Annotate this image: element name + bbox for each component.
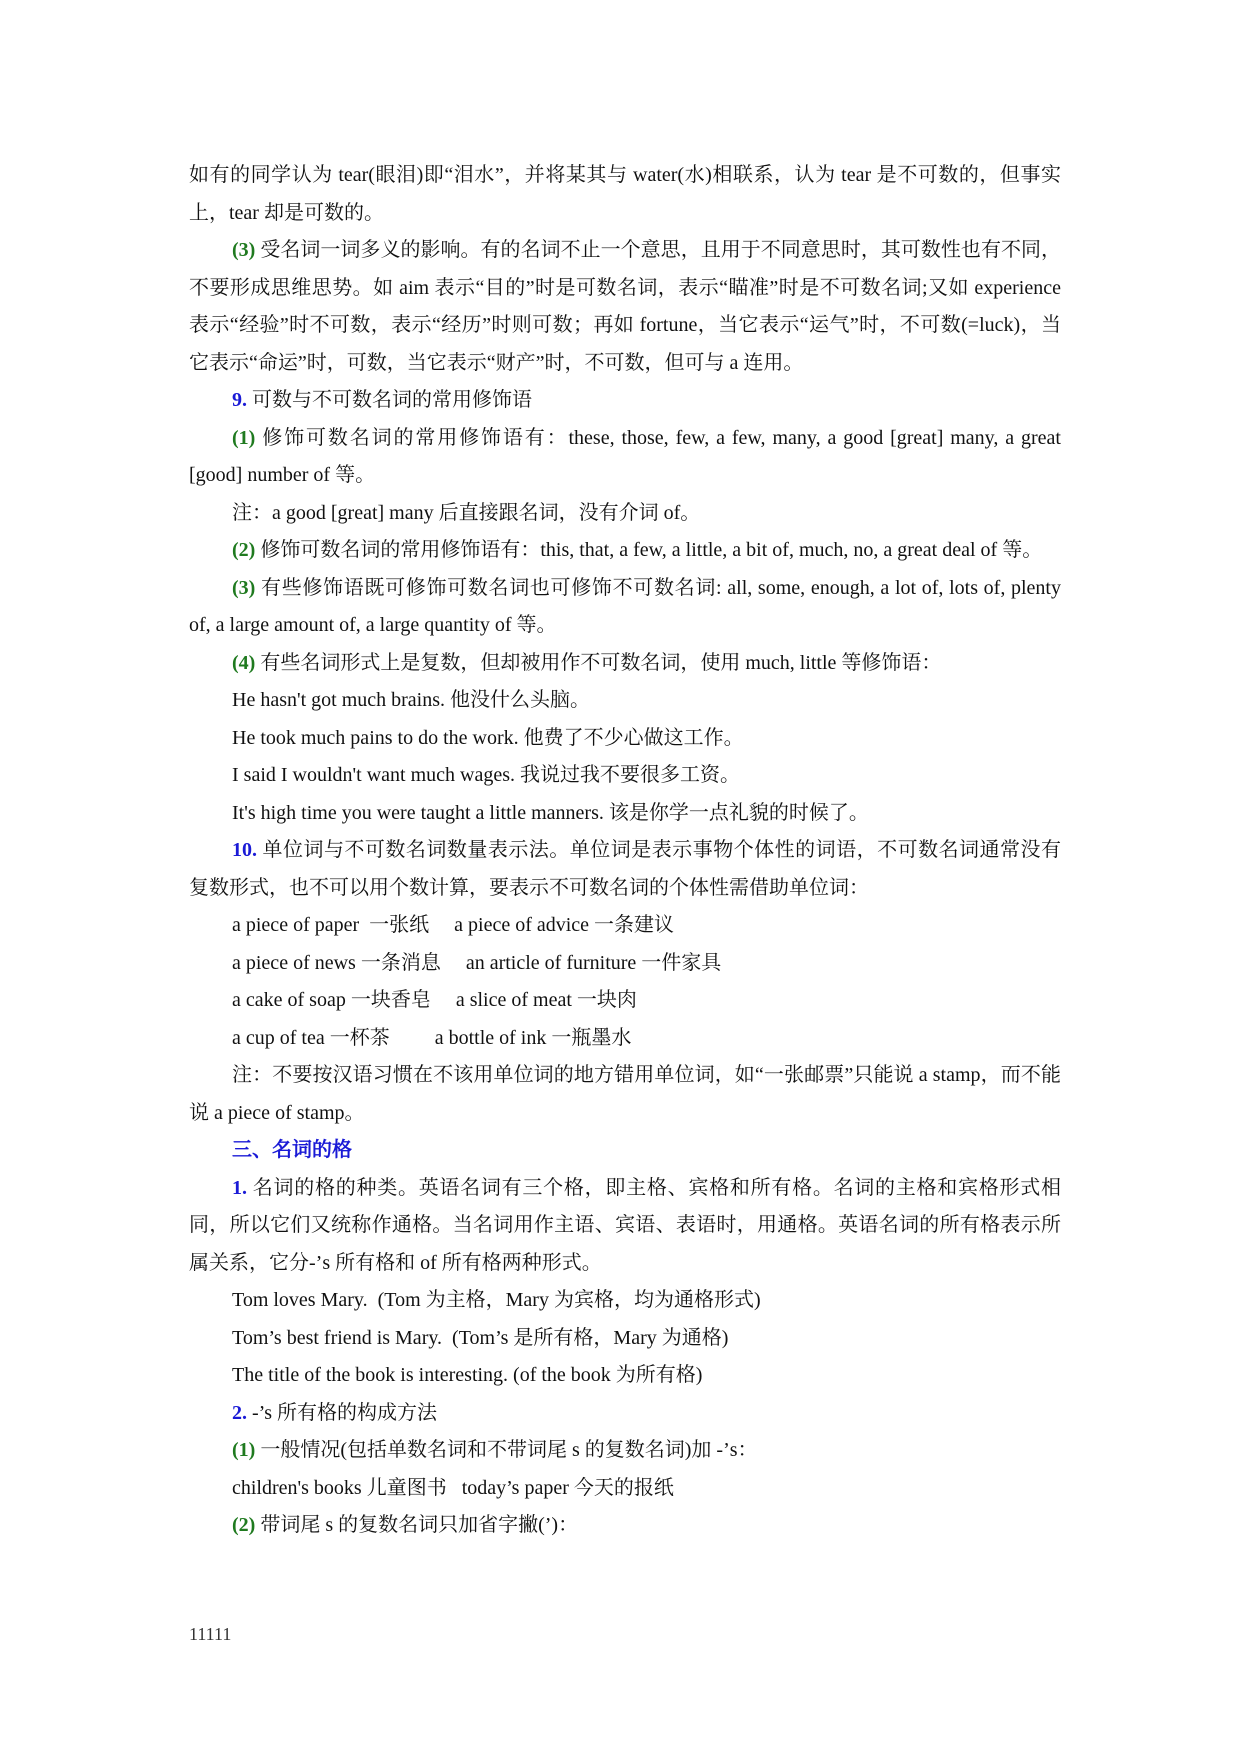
- case-example: Tom’s best friend is Mary. (Tom’s 是所有格，Mary 为通格): [232, 1326, 729, 1349]
- note-good-many: 注：a good [great] many 后直接跟名词，没有介词 of。: [232, 501, 701, 524]
- case-example: The title of the book is interesting. (of the book 为所有格): [232, 1364, 703, 1386]
- section-number: 10.: [232, 839, 257, 861]
- paragraph-both-modifiers: [189, 570, 1061, 645]
- item-number: (3): [232, 576, 256, 599]
- item-number: (2): [232, 539, 256, 561]
- example-sentence: He took much pains to do the work. 他费了不少心做这工作。: [232, 726, 744, 749]
- paragraph-countable-modifiers: [189, 420, 1061, 495]
- item-number: (4): [232, 651, 256, 674]
- paragraph-text: 单位词与不可数名词数量表示法。单位词是表示事物个体性的词语，不可数名词通常没有复数形式，也不可以用个数计算，要表示不可数名词的个体性需借助单位词：: [189, 839, 1061, 899]
- paragraph-text: 有些名词形式上是复数，但却被用作不可数名词，使用 much, little 等修饰语：: [255, 651, 942, 674]
- paragraph-plural-uncountable: [189, 645, 1061, 683]
- unit-word-example: a piece of news 一条消息 an article of furniture 一件家具: [232, 951, 722, 974]
- section-9-title: [189, 382, 1061, 420]
- paragraph-text: 名词的格的种类。英语名词有三个格，即主格、宾格和所有格。名词的主格和宾格形式相同，所以它们又统称作通格。当名词用作主语、宾语、表语时，用通格。英语名词的所有格表示所属关系，它分-’s 所有格和 of 所有格两种形式。: [189, 1176, 1061, 1274]
- section-10-paragraph: [189, 832, 1061, 907]
- section-number: 1.: [232, 1176, 247, 1199]
- unit-word-example: a cup of tea 一杯茶 a bottle of ink 一瓶墨水: [232, 1026, 632, 1049]
- paragraph-uncountable-modifiers: [189, 532, 1061, 570]
- section-title-text: -’s 所有格的构成方法: [247, 1401, 437, 1424]
- section-number: 9.: [232, 389, 247, 411]
- unit-word-example: a piece of paper 一张纸 a piece of advice 一条建议: [232, 914, 675, 936]
- paragraph-case-types: [189, 1170, 1061, 1283]
- item-number: (2): [232, 1514, 256, 1536]
- example-sentence: I said I wouldn't want much wages. 我说过我不要很多工资。: [232, 764, 740, 786]
- paragraph-text: 一般情况(包括单数名词和不带词尾 s 的复数名词)加 -’s：: [255, 1439, 758, 1461]
- chapter-heading: 三、名词的格: [232, 1139, 352, 1161]
- section-title-text: 可数与不可数名词的常用修饰语: [247, 389, 532, 411]
- paragraph-possessive-plural: [189, 1507, 1061, 1545]
- section-2-title: [189, 1395, 1061, 1433]
- paragraph-possessive-general: [189, 1432, 1061, 1470]
- item-number: (1): [232, 426, 256, 449]
- paragraph-text: 有些修饰语既可修饰可数名词也可修饰不可数名词: all, some, enough, a lot of, lots of, plenty of, a large amount of, a large quantity of 等。: [189, 576, 1061, 636]
- section-number: 2.: [232, 1401, 247, 1424]
- unit-word-example: a cake of soap 一块香皂 a slice of meat 一块肉: [232, 989, 637, 1011]
- possessive-example: children's books 儿童图书 today’s paper 今天的报纸: [232, 1476, 674, 1499]
- paragraph-text: 修饰可数名词的常用修饰语有：these, those, few, a few, many, a good [great] many, a great [good] number of 等。: [189, 426, 1061, 486]
- page-footer-number: 11111: [189, 1624, 232, 1644]
- item-number: (3): [232, 239, 256, 261]
- paragraph-tear: 如有的同学认为 tear(眼泪)即“泪水”，并将某其与 water(水)相联系，认为 tear 是不可数的，但事实上，tear 却是可数的。: [189, 164, 1061, 224]
- example-sentence: It's high time you were taught a little manners. 该是你学一点礼貌的时候了。: [232, 801, 869, 824]
- item-number: (1): [232, 1439, 256, 1461]
- paragraph-text: 修饰可数名词的常用修饰语有：this, that, a few, a little, a bit of, much, no, a great deal of 等。: [255, 539, 1043, 561]
- paragraph-text: 受名词一词多义的影响。有的名词不止一个意思，且用于不同意思时，其可数性也有不同，不要形成思维思势。如 aim 表示“目的”时是可数名词，表示“瞄准”时是不可数名词;又如 experience 表示“经验”时不可数，表示“经历”时则可数；再如 fortune，当它表示“运气”时，不可数(=luck)，当它表示“命运”时，可数，当它表示“财产”时，不可数，但可与 a 连用。: [189, 239, 1061, 374]
- paragraph-text: 带词尾 s 的复数名词只加省字撇(’)：: [255, 1514, 579, 1536]
- case-example: Tom loves Mary. (Tom 为主格，Mary 为宾格，均为通格形式): [232, 1289, 761, 1311]
- example-sentence: He hasn't got much brains. 他没什么头脑。: [232, 689, 591, 711]
- document-body: [189, 157, 1061, 1545]
- paragraph-polysemy: [189, 232, 1061, 382]
- note-unit-words: 注：不要按汉语习惯在不该用单位词的地方错用单位词，如“一张邮票”只能说 a stamp，而不能说 a piece of stamp。: [189, 1064, 1061, 1124]
